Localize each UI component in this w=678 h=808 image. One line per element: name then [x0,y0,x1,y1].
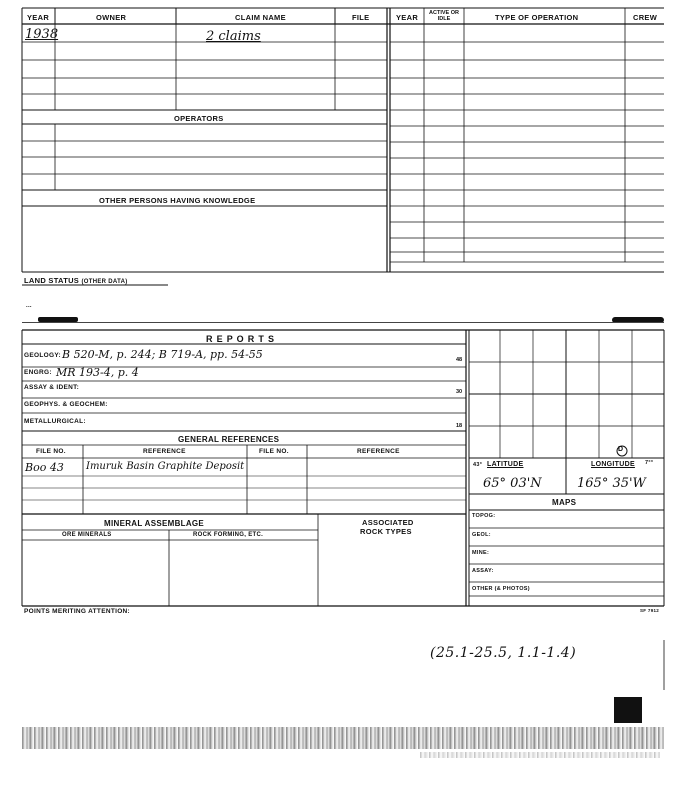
gr-row1-file: Boo 43 [25,461,64,474]
header-file: FILE [352,13,370,22]
header-claim-name: CLAIM NAME [235,13,286,22]
land-status-title: LAND STATUS (OTHER DATA) [24,276,128,285]
scan-black-square [614,697,642,723]
maps-title: MAPS [552,498,577,507]
lat-prefix: 43° [473,462,483,468]
geophys-label: GEOPHYS. & GEOCHEM: [24,401,108,408]
geology-value: B 520-M, p. 244; B 719-A, pp. 54-55 [62,348,263,361]
gr-file-no: FILE NO. [36,448,66,455]
header-year-right: YEAR [396,13,419,22]
scan-noise-strip [22,727,664,749]
header-active-idle: ACTIVE OR IDLE [429,10,459,22]
rock-types-label: ROCK TYPES [360,527,412,536]
num-30: 30 [456,389,463,395]
num-18: 18 [456,423,463,429]
scan-noise-strip2 [420,752,660,758]
row1-claim-name: 2 claims [206,29,261,44]
rock-forming-label: ROCK FORMING, ETC. [193,532,264,538]
operators-title: OPERATORS [174,114,224,123]
land-status-dots: ... [26,303,32,309]
maps-other: OTHER (& PHOTOS) [472,586,530,592]
num-48: 48 [456,357,463,363]
mineral-assemblage-title: MINERAL ASSEMBLAGE [104,519,205,528]
points-meriting-attention: POINTS MERITING ATTENTION: [24,608,131,615]
ore-minerals-label: ORE MINERALS [62,532,112,538]
maps-mine: MINE: [472,550,490,556]
reports-title: R E P O R T S [206,334,275,344]
header-owner: OWNER [96,13,127,22]
latitude-label: LATITUDE [487,461,524,468]
header-crew: CREW [633,13,658,22]
maps-topog: TOPOG: [472,513,496,519]
form-number: SF 7912 [640,608,660,613]
geology-label: GEOLOGY: [24,352,61,359]
circled-d: D [618,446,624,453]
coordinates-note: (25.1-25.5, 1.1-1.4) [430,645,577,661]
assay-label: ASSAY & IDENT: [24,384,80,391]
engrg-label: ENGRG: [24,369,52,376]
maps-assay: ASSAY: [472,568,494,574]
general-references-title: GENERAL REFERENCES [178,435,280,444]
longitude-value: 165° 35'W [577,476,646,491]
gr-row1-reference: Imuruk Basin Graphite Deposit [86,461,245,472]
gr-reference-2: REFERENCE [357,448,400,455]
metallurgical-label: METALLURGICAL: [24,418,86,425]
gr-file-no-2: FILE NO. [259,448,289,455]
gr-reference: REFERENCE [143,448,186,455]
scan-rule [22,322,664,323]
associated-label: ASSOCIATED [362,518,414,527]
header-type-of-operation: TYPE OF OPERATION [495,13,579,22]
row1-year: 1938 [25,27,59,42]
other-persons-title: OTHER PERSONS HAVING KNOWLEDGE [99,196,256,205]
engrg-value: MR 193-4, p. 4 [56,366,139,379]
long-suffix: 7°° [645,460,654,466]
header-year: YEAR [27,13,50,22]
longitude-label: LONGITUDE [591,461,635,468]
maps-geol: GEOL: [472,532,491,538]
latitude-value: 65° 03'N [483,476,542,491]
